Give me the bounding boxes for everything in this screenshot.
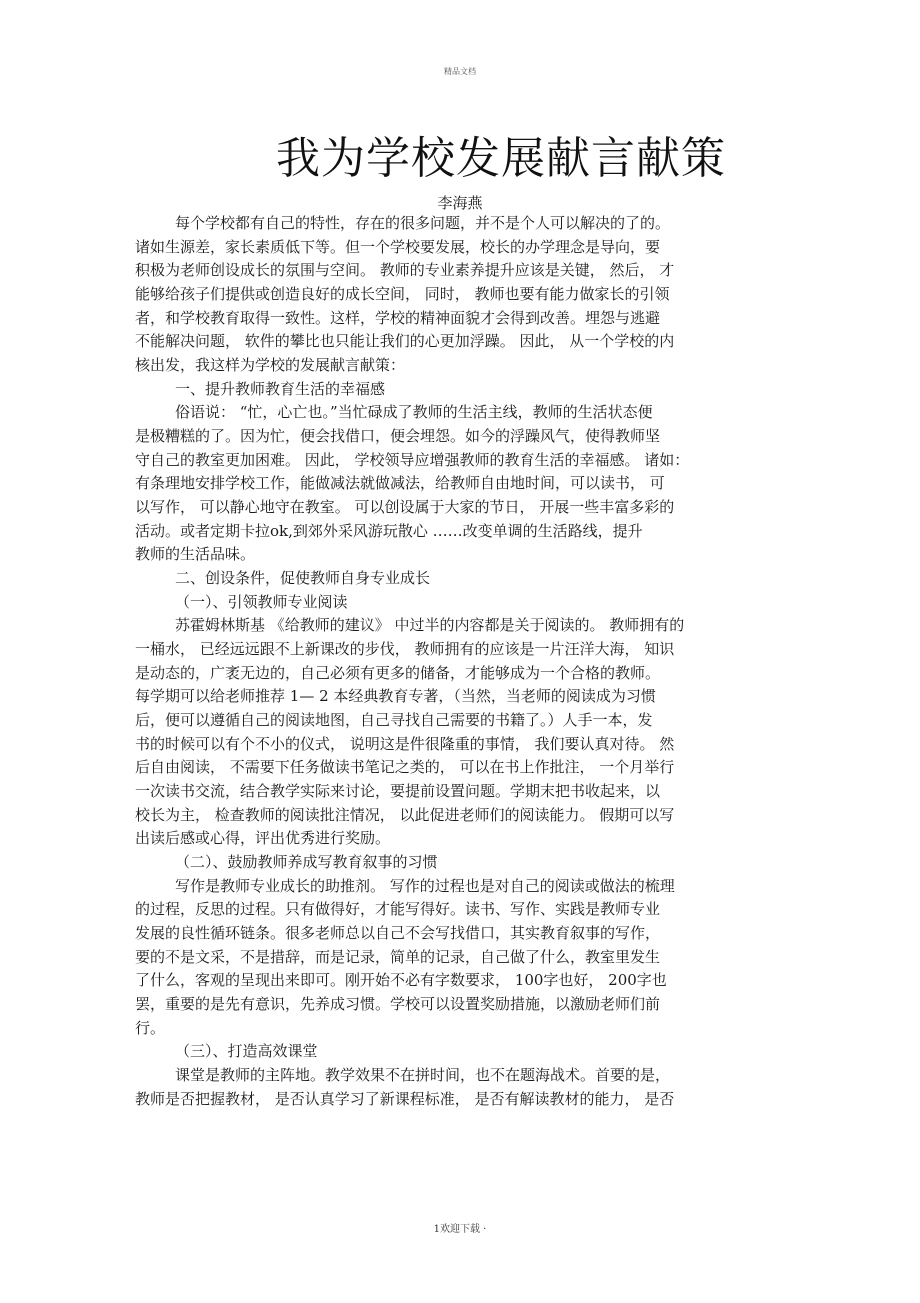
text-line: 教师是否把握教材， 是否认真学习了新课程标准， 是否有解读教材的能力， 是否: [135, 1089, 675, 1108]
text-line: 每学期可以给老师推荐 1— 2 本经典教育专著，（当然，当老师的阅读成为习惯: [135, 687, 656, 706]
text-line: 出读后感或心得，评出优秀进行奖励。: [135, 829, 391, 848]
text-line: 一次读书交流，结合教学实际来讨论，要提前设置问题。学期末把书收起来，以: [135, 782, 661, 801]
text-line: 写作是教师专业成长的助推剂。 写作的过程也是对自己的阅读或做法的梳理: [175, 876, 675, 895]
text-line: 诸如生源差，家长素质低下等。但一个学校要发展，校长的办学理念是导向，要: [135, 237, 661, 256]
text-line: 是动态的，广袤无边的，自己必须有更多的储备，才能够成为一个合格的教师。: [135, 663, 661, 682]
text-line: 是极糟糕的了。因为忙，便会找借口，便会埋怨。如今的浮躁风气，使得教师坚: [135, 427, 661, 446]
text-line: 活动。或者定期卡拉ok,到郊外采风游玩散心 ……改变单调的生活路线，提升: [135, 521, 643, 540]
text-line: 者，和学校教育取得一致性。这样，学校的精神面貌才会得到改善。埋怨与逃避: [135, 308, 661, 327]
author-name: 李海燕: [437, 194, 483, 212]
text-line: 行。: [135, 1018, 166, 1037]
text-line: 后，便可以遵循自己的阅读地图，自己寻找自己需要的书籍了。）人手一本，发: [135, 711, 653, 730]
text-line: 以写作， 可以静心地守在教室。 可以创设属于大家的节日， 开展一些丰富多彩的: [135, 498, 675, 517]
text-line: 二、创设条件，促使教师自身专业成长: [175, 569, 431, 588]
text-line: 书的时候可以有个不小的仪式， 说明这是件很隆重的事情， 我们要认真对待。 然: [135, 734, 675, 753]
text-line: 每个学校都有自己的特性，存在的很多问题，并不是个人可以解决的了的。: [175, 214, 671, 232]
text-line: （三）、打造高效课堂: [175, 1042, 318, 1061]
text-line: 罢，重要的是先有意识，先养成习惯。学校可以设置奖励措施，以激励老师们前: [135, 995, 661, 1014]
text-line: 俗语说： “忙，心亡也。”当忙碌成了教师的生活主线，教师的生活状态便: [175, 403, 653, 422]
text-line: 后自由阅读， 不需要下任务做读书笔记之类的， 可以在书上作批注， 一个月举行: [135, 758, 675, 777]
text-line: 不能解决问题， 软件的攀比也只能让我们的心更加浮躁。 因此， 从一个学校的内: [135, 332, 675, 351]
header-note: 精品文档: [444, 67, 476, 76]
text-line: 一、提升教师教育生活的幸福感: [175, 379, 386, 398]
text-line: 积极为老师创设成长的氛围与空间。 教师的专业素养提升应该是关键， 然后， 才: [135, 261, 675, 280]
text-line: 一桶水， 已经远远跟不上新课改的步伐， 教师拥有的应该是一片汪洋大海， 知识: [135, 640, 675, 659]
text-line: 要的不是文采，不是措辞，而是记录，简单的记录，自己做了什么，教室里发生: [135, 947, 661, 966]
text-line: 有条理地安排学校工作，能做减法就做减法，给教师自由地时间，可以读书， 可: [135, 474, 665, 493]
text-line: 能够给孩子们提供或创造良好的成长空间， 同时， 教师也要有能力做家长的引领: [135, 285, 670, 303]
text-line: （二）、鼓励教师养成写教育叙事的习惯: [175, 853, 438, 872]
text-line: 苏霍姆林斯基 《给教师的建议》 中过半的内容都是关于阅读的。 教师拥有的: [175, 616, 685, 635]
text-line: 教师的生活品味。: [135, 545, 256, 564]
page-title: 我为学校发展献言献策: [276, 133, 726, 184]
text-line: 校长为主， 检查教师的阅读批注情况， 以此促进老师们的阅读能力。 假期可以写: [135, 805, 675, 824]
text-line: 核出发，我这样为学校的发展献言献策：: [135, 356, 406, 375]
text-line: 守自己的教室更加困难。 因此， 学校领导应增强教师的教育生活的幸福感。 诸如：: [135, 450, 690, 469]
text-line: （一）、引领教师专业阅读: [175, 592, 348, 611]
text-line: 课堂是教师的主阵地。教学效果不在拼时间，也不在题海战术。首要的是，: [175, 1066, 671, 1085]
text-line: 发展的良性循环链条。很多老师总以自己不会写找借口，其实教育叙事的写作，: [135, 924, 661, 943]
page-footer: 1欢迎下载 ·: [433, 1224, 487, 1235]
text-line: 了什么，客观的呈现出来即可。刚开始不必有字数要求， 100字也好， 200字也: [135, 971, 667, 990]
text-line: 的过程，反思的过程。只有做得好，才能写得好。读书、写作、实践是教师专业: [135, 900, 661, 919]
